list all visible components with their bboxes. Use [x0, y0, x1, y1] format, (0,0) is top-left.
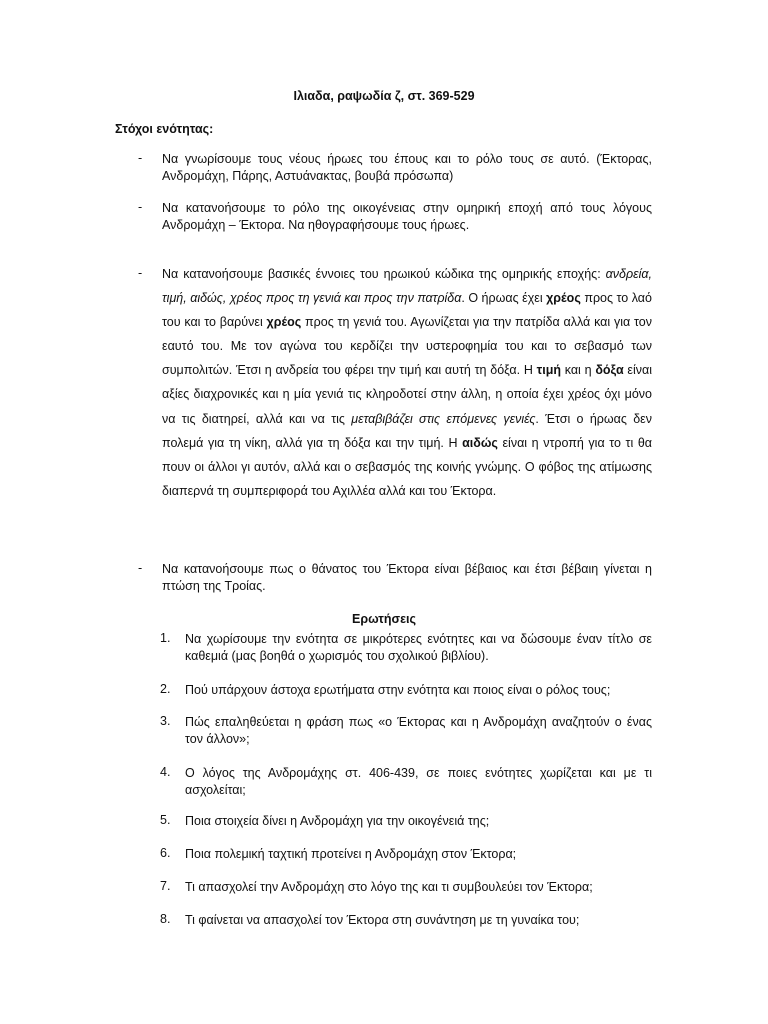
bullet-marker: - [138, 266, 143, 280]
question-number: 3. [160, 714, 171, 728]
text-run: είναι αξίες διαχρονικές και η μία γενιά τις κληροδοτεί στην άλλη, η οποία έχει χρέος όχι μόνο να τις διατηρεί, αλλά και να τις [162, 363, 652, 426]
bold-run: δόξα [595, 363, 624, 378]
text-run: προς το λαό του και το βαρύνει [162, 291, 652, 330]
bold-run: χρέος [546, 291, 581, 306]
question-text: Πώς επαληθεύεται η φράση πως «ο Έκτορας και η Ανδρομάχη αναζητούν ο ένας τον άλλον»; [185, 715, 652, 746]
question-text: Πού υπάρχουν άστοχα ερωτήματα στην ενότητα και ποιος είναι ο ρόλος τους; [185, 683, 611, 697]
objective-2: Να κατανοήσουμε το ρόλο της οικογένειας στην ομηρική εποχή από τους λόγους Ανδρομάχη – Έκτορα. Να ηθογραφήσουμε τους ήρωες. [162, 201, 652, 232]
question-number: 2. [160, 682, 171, 696]
objective-3-heroic-code [162, 262, 652, 503]
question-text: Ποια πολεμική ταχτική προτείνει η Ανδρομάχη στον Έκτορα; [185, 847, 517, 861]
question-number: 6. [160, 846, 171, 860]
questions-heading: Ερωτήσεις [352, 612, 416, 626]
question-number: 7. [160, 879, 171, 893]
bullet-marker: - [138, 200, 143, 214]
question-number: 5. [160, 813, 171, 827]
objectives-heading: Στόχοι ενότητας: [115, 122, 214, 136]
question-number: 1. [160, 631, 171, 645]
text-run: προς τη γενιά του. Αγωνίζεται για την πατρίδα αλλά και για τον εαυτό του. Με τον αγώνα του κερδίζει την υστεροφημία του και το σεβασμό των συμπολιτών. Έτσι η ανδρεία του φέρει την τιμή και αυτή τη δόξα. Η [162, 315, 653, 378]
question-text: Τι απασχολεί την Ανδρομάχη στο λόγο της και τι συμβουλεύει τον Έκτορα; [185, 880, 593, 894]
italic-run: μεταβιβάζει στις επόμενες γενιές [351, 411, 536, 426]
bold-run: τιμή [536, 363, 561, 378]
text-run: Να κατανοήσουμε βασικές έννοιες του ηρωικού κώδικα της ομηρικής εποχής: [162, 267, 606, 281]
question-text: Ποια στοιχεία δίνει η Ανδρομάχη για την οικογένειά της; [185, 814, 490, 828]
bold-run: αιδώς [462, 435, 498, 450]
page-title: Ιλιαδα, ραψωδία ζ, στ. 369-529 [293, 89, 475, 103]
text-run: και η [560, 363, 596, 378]
text-run: . Ο ήρωας έχει [461, 291, 547, 306]
italic-run: ανδρεία, τιμή, αιδώς, χρέος προς τη γενιά και προς την πατρίδα [162, 267, 652, 306]
bullet-marker: - [138, 151, 143, 165]
question-number: 4. [160, 765, 171, 779]
objective-1: Να γνωρίσουμε τους νέους ήρωες του έπους και το ρόλο τους σε αυτό. (Έκτορας, Ανδρομάχη, Πάρης, Αστυάνακτας, βουβά πρόσωπα) [162, 152, 652, 183]
objective-4: Να κατανοήσουμε πως ο θάνατος του Έκτορα είναι βέβαιος και έτσι βέβαιη γίνεται η πτώση της Τροίας. [162, 562, 652, 593]
text-run: είναι η ντροπή για το τι θα πουν οι άλλοι γι αυτόν, αλλά και ο σεβασμός της κοινής γνώμης. Ο φόβος της ατίμωσης διαπερνά τη συμπεριφορά του Αχιλλέα αλλά και του Έκτορα. [162, 435, 653, 498]
question-text: Να χωρίσουμε την ενότητα σε μικρότερες ενότητες και να δώσουμε έναν τίτλο σε καθεμιά (μας βοηθά ο χωρισμός του σχολικού βιβλίου). [185, 632, 652, 663]
question-text: Ο λόγος της Ανδρομάχης στ. 406-439, σε ποιες ενότητες χωρίζεται και με τι ασχολείται; [185, 766, 652, 797]
bullet-marker: - [138, 561, 143, 575]
text-run: . Έτσι ο ήρωας δεν πολεμά για τη νίκη, αλλά για τη δόξα και την τιμή. Η [162, 411, 652, 450]
question-text: Τι φαίνεται να απασχολεί τον Έκτορα στη συνάντηση με τη γυναίκα του; [185, 913, 580, 927]
bold-run: χρέος [266, 315, 302, 330]
question-number: 8. [160, 912, 171, 926]
